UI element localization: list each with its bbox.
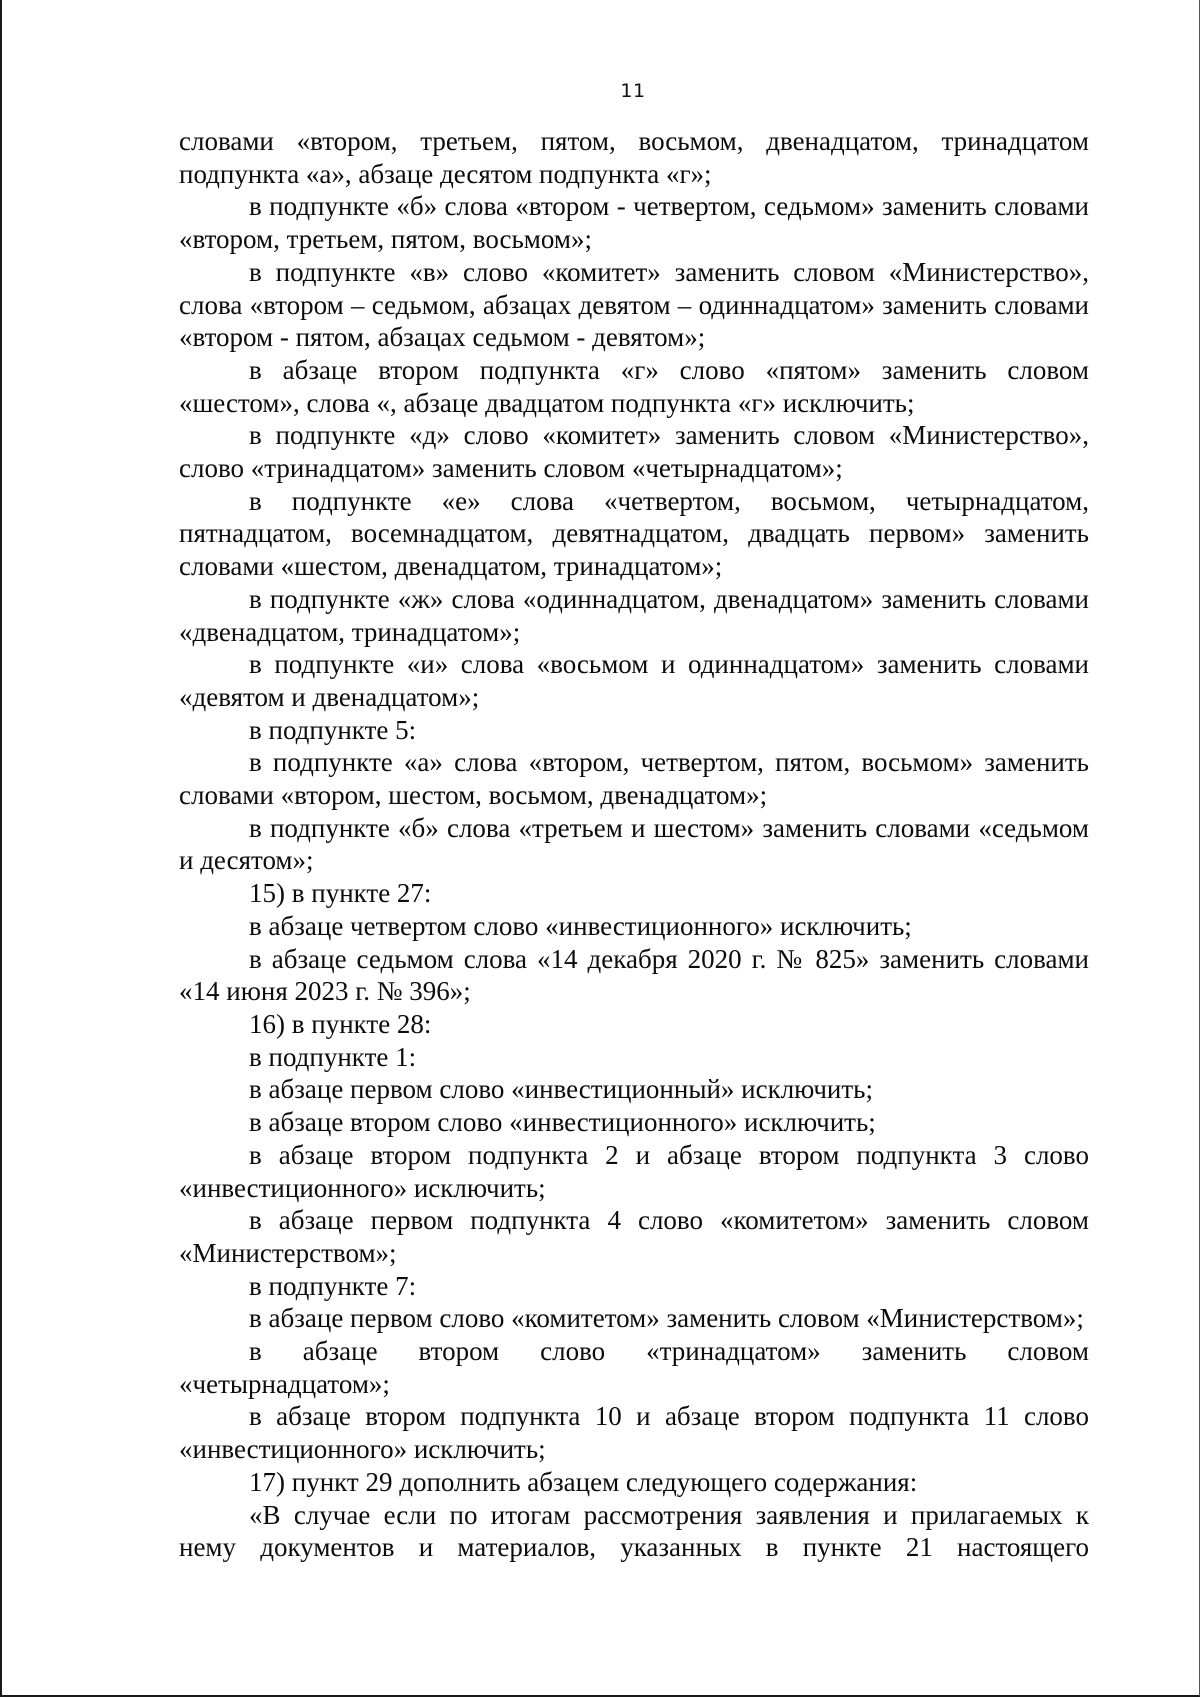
paragraph: в подпункте «д» слово «комитет» заменить словом «Министерство», слово «тринадцатом» заменить словом «четырнадцатом»; — [179, 420, 1089, 484]
paragraph: в подпункте 7: — [249, 1270, 417, 1301]
paragraph: в подпункте «в» слово «комитет» заменить словом «Министерство», слова «втором – седьмом, абзацах девятом – одиннадцатом» заменить словами «втором - пятом, абзацах седьмом - девятом»; — [179, 256, 1089, 353]
paragraph: в подпункте «б» слова «третьем и шестом» заменить словами «седьмом и десятом»; — [179, 812, 1089, 876]
paragraph: в подпункте «и» слова «восьмом и одиннадцатом» заменить словами «девятом и двенадцатом»; — [179, 649, 1089, 712]
paragraph: в абзаце четвертом слово «инвестиционного» исключить; — [249, 910, 912, 941]
paragraph: словами «втором, третьем, пятом, восьмом, двенадцатом, тринадцатом подпункта «а», абзаце десятом подпункта «г»; — [179, 126, 1089, 189]
page-number: 11 — [620, 80, 646, 102]
paragraph: в абзаце втором слово «тринадцатом» заменить словом «четырнадцатом»; — [179, 1336, 1089, 1399]
paragraph: в подпункте 1: — [249, 1041, 417, 1072]
paragraph: в абзаце седьмом слова «14 декабря 2020 г. № 825» заменить словами «14 июня 2023 г. № 396»; — [179, 943, 1089, 1007]
paragraph: в подпункте 5: — [249, 714, 417, 745]
paragraph: в подпункте «ж» слова «одиннадцатом, двенадцатом» заменить словами «двенадцатом, тринадцатом»; — [179, 583, 1089, 647]
paragraph: 15) в пункте 27: — [249, 878, 432, 909]
paragraph: в абзаце втором подпункта 10 и абзаце втором подпункта 11 слово «инвестиционного» исключить; — [179, 1401, 1089, 1465]
paragraph: в подпункте «а» слова «втором, четвертом, пятом, восьмом» заменить словами «втором, шестом, восьмом, двенадцатом»; — [179, 747, 1089, 811]
paragraph: в абзаце втором слово «инвестиционного» исключить; — [249, 1107, 876, 1138]
document-body — [179, 125, 1089, 1564]
paragraph: в абзаце первом слово «инвестиционный» исключить; — [249, 1074, 873, 1105]
paragraph: «В случае если по итогам рассмотрения заявления и прилагаемых к нему документов и материалов, указанных в пункте 21 настоящего — [179, 1499, 1089, 1563]
paragraph: в подпункте «б» слова «втором - четвертом, седьмом» заменить словами «втором, третьем, пятом, восьмом»; — [179, 191, 1089, 255]
paragraph: в абзаце первом слово «комитетом» заменить словом «Министерством»; — [249, 1303, 1084, 1334]
paragraph: 16) в пункте 28: — [249, 1008, 432, 1039]
paragraph: в абзаце первом подпункта 4 слово «комитетом» заменить словом «Министерством»; — [179, 1205, 1089, 1268]
paragraph: в абзаце втором подпункта «г» слово «пятом» заменить словом «шестом», слова «, абзаце двадцатом подпункта «г» исключить; — [179, 354, 1089, 418]
paragraph: в подпункте «е» слова «четвертом, восьмом, четырнадцатом, пятнадцатом, восемнадцатом, девятнадцатом, двадцать первом» заменить словами «шестом, двенадцатом, тринадцатом»; — [179, 485, 1089, 582]
paragraph: 17) пункт 29 дополнить абзацем следующего содержания: — [249, 1466, 918, 1497]
paragraph: в абзаце втором подпункта 2 и абзаце втором подпункта 3 слово «инвестиционного» исключить; — [179, 1139, 1089, 1203]
